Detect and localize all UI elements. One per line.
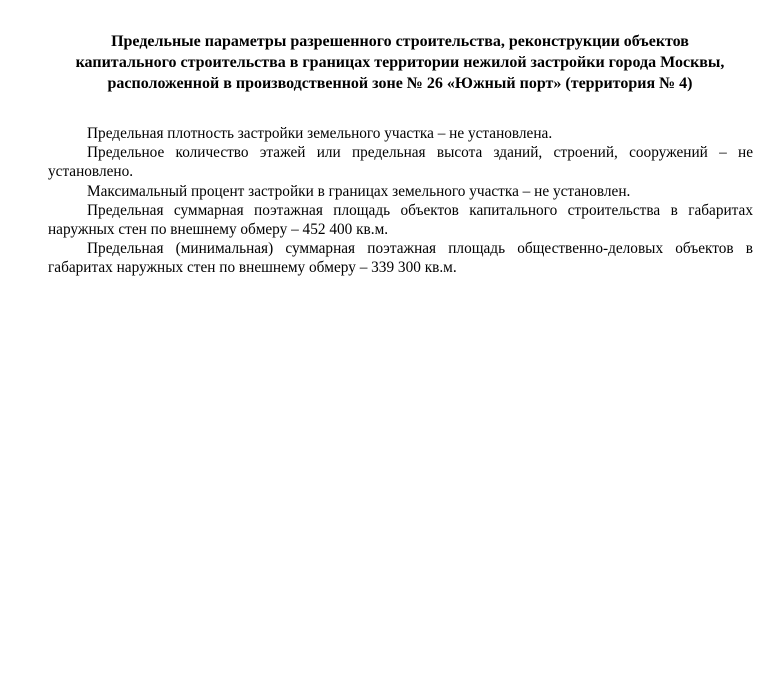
title-line: капитального строительства в границах территории нежилой застройки города Москвы,	[75, 54, 725, 71]
title-line: Предельные параметры разрешенного строительства, реконструкции объектов	[111, 33, 689, 50]
title-line: расположенной в производственной зоне № 26 «Южный порт» (территория № 4)	[107, 75, 693, 92]
paragraph-min-business-area: Предельная (минимальная) суммарная поэтажная площадь общественно-деловых объектов в габаритах наружных стен по внешнему обмеру – 339 300 кв.м.	[48, 240, 753, 277]
document-body	[48, 124, 753, 278]
paragraph-building-percent: Максимальный процент застройки в границах земельного участка – не установлен.	[87, 182, 631, 200]
paragraph-floors-height: Предельное количество этажей или предельная высота зданий, строений, сооружений – не установлено.	[48, 144, 753, 181]
document-title	[40, 31, 760, 94]
paragraph-total-floor-area: Предельная суммарная поэтажная площадь объектов капитального строительства в габаритах наружных стен по внешнему обмеру – 452 400 кв.м.	[48, 201, 753, 239]
paragraph-building-density: Предельная плотность застройки земельного участка – не установлена.	[87, 125, 553, 142]
